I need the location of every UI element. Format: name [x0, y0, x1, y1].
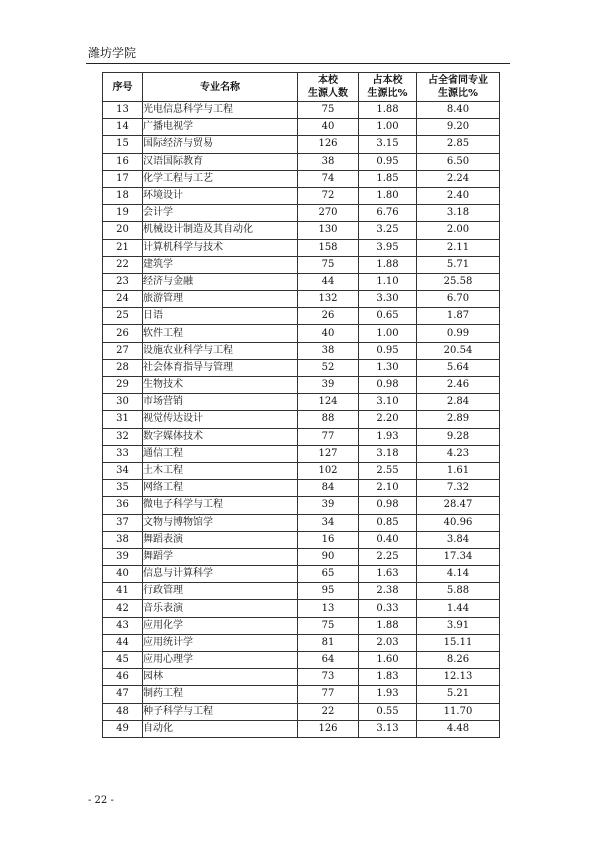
cell-major-name: 市场营销 [143, 394, 298, 411]
cell-index: 34 [103, 462, 143, 479]
cell-major-name: 汉语国际教育 [143, 153, 298, 170]
cell-province-share: 2.11 [417, 239, 500, 256]
table-row [103, 703, 500, 720]
cell-student-count: 38 [298, 153, 359, 170]
cell-major-name: 生物技术 [143, 377, 298, 394]
cell-student-count: 73 [298, 669, 359, 686]
cell-province-share: 3.84 [417, 531, 500, 548]
cell-major-name: 应用统计学 [143, 634, 298, 651]
cell-student-count: 16 [298, 531, 359, 548]
cell-index: 33 [103, 445, 143, 462]
cell-school-share: 1.85 [359, 170, 417, 187]
cell-index: 15 [103, 136, 143, 153]
cell-student-count: 26 [298, 308, 359, 325]
cell-index: 43 [103, 617, 143, 634]
majors-table [102, 72, 500, 738]
cell-school-share: 1.00 [359, 325, 417, 342]
cell-school-share: 1.30 [359, 359, 417, 376]
cell-index: 40 [103, 566, 143, 583]
cell-school-share: 2.55 [359, 462, 417, 479]
cell-index: 37 [103, 514, 143, 531]
table-row [103, 239, 500, 256]
cell-student-count: 270 [298, 205, 359, 222]
cell-major-name: 社会体育指导与管理 [143, 359, 298, 376]
table-row [103, 600, 500, 617]
cell-student-count: 65 [298, 566, 359, 583]
table-row [103, 256, 500, 273]
cell-province-share: 15.11 [417, 634, 500, 651]
cell-school-share: 1.93 [359, 428, 417, 445]
cell-province-share: 5.21 [417, 686, 500, 703]
cell-province-share: 5.71 [417, 256, 500, 273]
cell-student-count: 39 [298, 377, 359, 394]
cell-province-share: 2.46 [417, 377, 500, 394]
cell-province-share: 20.54 [417, 342, 500, 359]
table-row [103, 720, 500, 737]
cell-province-share: 4.23 [417, 445, 500, 462]
cell-school-share: 0.98 [359, 377, 417, 394]
cell-province-share: 28.47 [417, 497, 500, 514]
cell-student-count: 102 [298, 462, 359, 479]
cell-school-share: 2.10 [359, 480, 417, 497]
cell-index: 47 [103, 686, 143, 703]
cell-province-share: 2.24 [417, 170, 500, 187]
cell-student-count: 127 [298, 445, 359, 462]
cell-index: 29 [103, 377, 143, 394]
table-row [103, 411, 500, 428]
cell-index: 41 [103, 583, 143, 600]
table-row [103, 377, 500, 394]
cell-province-share: 2.84 [417, 394, 500, 411]
cell-major-name: 微电子科学与工程 [143, 497, 298, 514]
cell-school-share: 2.38 [359, 583, 417, 600]
cell-province-share: 5.88 [417, 583, 500, 600]
table-row [103, 153, 500, 170]
table-row [103, 102, 500, 119]
cell-school-share: 1.93 [359, 686, 417, 703]
table-header-row [103, 73, 500, 102]
table-row [103, 359, 500, 376]
cell-major-name: 自动化 [143, 720, 298, 737]
cell-major-name: 文物与博物馆学 [143, 514, 298, 531]
cell-province-share: 5.64 [417, 359, 500, 376]
cell-index: 25 [103, 308, 143, 325]
cell-province-share: 0.99 [417, 325, 500, 342]
cell-major-name: 园林 [143, 669, 298, 686]
cell-school-share: 1.83 [359, 669, 417, 686]
cell-index: 27 [103, 342, 143, 359]
cell-school-share: 3.30 [359, 291, 417, 308]
cell-province-share: 2.40 [417, 187, 500, 204]
cell-student-count: 126 [298, 720, 359, 737]
cell-major-name: 设施农业科学与工程 [143, 342, 298, 359]
cell-province-share: 12.13 [417, 669, 500, 686]
cell-major-name: 日语 [143, 308, 298, 325]
cell-major-name: 数字媒体技术 [143, 428, 298, 445]
col-header-major-name: 专业名称 [143, 73, 298, 102]
cell-school-share: 3.15 [359, 136, 417, 153]
cell-student-count: 44 [298, 273, 359, 290]
cell-index: 45 [103, 652, 143, 669]
cell-index: 36 [103, 497, 143, 514]
table-row [103, 428, 500, 445]
cell-province-share: 25.58 [417, 273, 500, 290]
cell-student-count: 88 [298, 411, 359, 428]
cell-student-count: 130 [298, 222, 359, 239]
cell-major-name: 广播电视学 [143, 119, 298, 136]
cell-province-share: 2.00 [417, 222, 500, 239]
cell-school-share: 1.88 [359, 617, 417, 634]
cell-index: 46 [103, 669, 143, 686]
cell-school-share: 0.55 [359, 703, 417, 720]
cell-school-share: 0.98 [359, 497, 417, 514]
table-row [103, 462, 500, 479]
cell-school-share: 1.88 [359, 256, 417, 273]
cell-student-count: 52 [298, 359, 359, 376]
cell-index: 20 [103, 222, 143, 239]
cell-school-share: 1.60 [359, 652, 417, 669]
cell-school-share: 3.95 [359, 239, 417, 256]
cell-major-name: 制药工程 [143, 686, 298, 703]
cell-index: 44 [103, 634, 143, 651]
table-row [103, 566, 500, 583]
cell-student-count: 132 [298, 291, 359, 308]
col-header-school-share: 占本校 生源比% [359, 73, 417, 102]
cell-index: 19 [103, 205, 143, 222]
cell-school-share: 3.18 [359, 445, 417, 462]
cell-school-share: 3.10 [359, 394, 417, 411]
cell-major-name: 软件工程 [143, 325, 298, 342]
table-row [103, 291, 500, 308]
cell-province-share: 8.40 [417, 102, 500, 119]
cell-school-share: 1.10 [359, 273, 417, 290]
cell-index: 31 [103, 411, 143, 428]
cell-major-name: 种子科学与工程 [143, 703, 298, 720]
cell-major-name: 信息与计算科学 [143, 566, 298, 583]
cell-student-count: 75 [298, 102, 359, 119]
cell-index: 22 [103, 256, 143, 273]
cell-index: 48 [103, 703, 143, 720]
cell-province-share: 3.18 [417, 205, 500, 222]
cell-student-count: 74 [298, 170, 359, 187]
cell-student-count: 95 [298, 583, 359, 600]
table-row [103, 669, 500, 686]
cell-major-name: 应用化学 [143, 617, 298, 634]
cell-province-share: 4.48 [417, 720, 500, 737]
cell-school-share: 1.00 [359, 119, 417, 136]
cell-index: 21 [103, 239, 143, 256]
page-number: - 22 - [88, 795, 114, 806]
cell-school-share: 1.63 [359, 566, 417, 583]
cell-student-count: 38 [298, 342, 359, 359]
cell-major-name: 化学工程与工艺 [143, 170, 298, 187]
cell-index: 28 [103, 359, 143, 376]
cell-school-share: 3.13 [359, 720, 417, 737]
table-row [103, 187, 500, 204]
cell-school-share: 3.25 [359, 222, 417, 239]
cell-school-share: 0.33 [359, 600, 417, 617]
cell-province-share: 9.28 [417, 428, 500, 445]
table-row [103, 583, 500, 600]
cell-index: 17 [103, 170, 143, 187]
table-row [103, 531, 500, 548]
cell-school-share: 0.95 [359, 342, 417, 359]
table-row [103, 686, 500, 703]
cell-major-name: 应用心理学 [143, 652, 298, 669]
cell-student-count: 40 [298, 325, 359, 342]
col-header-index: 序号 [103, 73, 143, 102]
cell-major-name: 国际经济与贸易 [143, 136, 298, 153]
cell-school-share: 0.85 [359, 514, 417, 531]
cell-school-share: 6.76 [359, 205, 417, 222]
cell-student-count: 72 [298, 187, 359, 204]
cell-student-count: 90 [298, 548, 359, 565]
table-row [103, 652, 500, 669]
cell-student-count: 13 [298, 600, 359, 617]
cell-student-count: 75 [298, 617, 359, 634]
cell-major-name: 通信工程 [143, 445, 298, 462]
cell-school-share: 0.95 [359, 153, 417, 170]
table-row [103, 136, 500, 153]
cell-index: 23 [103, 273, 143, 290]
header-title: 潍坊学院 [88, 46, 137, 60]
table-row [103, 617, 500, 634]
cell-index: 39 [103, 548, 143, 565]
cell-student-count: 34 [298, 514, 359, 531]
cell-school-share: 2.03 [359, 634, 417, 651]
col-header-student-count: 本校 生源人数 [298, 73, 359, 102]
cell-major-name: 旅游管理 [143, 291, 298, 308]
cell-school-share: 2.25 [359, 548, 417, 565]
cell-student-count: 75 [298, 256, 359, 273]
cell-province-share: 11.70 [417, 703, 500, 720]
cell-student-count: 124 [298, 394, 359, 411]
cell-major-name: 视觉传达设计 [143, 411, 298, 428]
cell-student-count: 40 [298, 119, 359, 136]
cell-province-share: 3.91 [417, 617, 500, 634]
cell-index: 14 [103, 119, 143, 136]
header-rule [86, 63, 510, 64]
cell-province-share: 4.14 [417, 566, 500, 583]
cell-index: 18 [103, 187, 143, 204]
cell-major-name: 会计学 [143, 205, 298, 222]
cell-major-name: 建筑学 [143, 256, 298, 273]
table-row [103, 514, 500, 531]
cell-student-count: 77 [298, 686, 359, 703]
cell-major-name: 计算机科学与技术 [143, 239, 298, 256]
cell-student-count: 158 [298, 239, 359, 256]
cell-school-share: 0.65 [359, 308, 417, 325]
cell-index: 26 [103, 325, 143, 342]
cell-major-name: 机械设计制造及其自动化 [143, 222, 298, 239]
cell-province-share: 2.89 [417, 411, 500, 428]
cell-school-share: 0.40 [359, 531, 417, 548]
cell-major-name: 音乐表演 [143, 600, 298, 617]
table-row [103, 342, 500, 359]
cell-province-share: 1.87 [417, 308, 500, 325]
table-row [103, 273, 500, 290]
cell-school-share: 2.20 [359, 411, 417, 428]
cell-major-name: 网络工程 [143, 480, 298, 497]
table-body [103, 102, 500, 738]
cell-school-share: 1.88 [359, 102, 417, 119]
cell-student-count: 77 [298, 428, 359, 445]
table-row [103, 205, 500, 222]
cell-province-share: 8.26 [417, 652, 500, 669]
cell-student-count: 126 [298, 136, 359, 153]
cell-major-name: 环境设计 [143, 187, 298, 204]
cell-province-share: 40.96 [417, 514, 500, 531]
table-row [103, 119, 500, 136]
cell-major-name: 经济与金融 [143, 273, 298, 290]
table-row [103, 222, 500, 239]
col-header-province-share: 占全省同专业 生源比% [417, 73, 500, 102]
cell-index: 13 [103, 102, 143, 119]
cell-major-name: 舞蹈学 [143, 548, 298, 565]
cell-province-share: 17.34 [417, 548, 500, 565]
table-row [103, 480, 500, 497]
cell-student-count: 81 [298, 634, 359, 651]
table-row [103, 445, 500, 462]
cell-index: 42 [103, 600, 143, 617]
cell-province-share: 9.20 [417, 119, 500, 136]
cell-index: 49 [103, 720, 143, 737]
cell-index: 38 [103, 531, 143, 548]
cell-index: 32 [103, 428, 143, 445]
table-row [103, 325, 500, 342]
cell-index: 30 [103, 394, 143, 411]
cell-province-share: 7.32 [417, 480, 500, 497]
cell-province-share: 6.70 [417, 291, 500, 308]
table-row [103, 497, 500, 514]
cell-province-share: 2.85 [417, 136, 500, 153]
cell-province-share: 1.44 [417, 600, 500, 617]
cell-major-name: 舞蹈表演 [143, 531, 298, 548]
table-row [103, 308, 500, 325]
table-row [103, 170, 500, 187]
cell-major-name: 光电信息科学与工程 [143, 102, 298, 119]
cell-major-name: 土木工程 [143, 462, 298, 479]
cell-province-share: 1.61 [417, 462, 500, 479]
cell-student-count: 84 [298, 480, 359, 497]
table-row [103, 548, 500, 565]
cell-index: 24 [103, 291, 143, 308]
cell-index: 16 [103, 153, 143, 170]
cell-index: 35 [103, 480, 143, 497]
cell-student-count: 64 [298, 652, 359, 669]
cell-student-count: 39 [298, 497, 359, 514]
cell-student-count: 22 [298, 703, 359, 720]
cell-school-share: 1.80 [359, 187, 417, 204]
cell-major-name: 行政管理 [143, 583, 298, 600]
table-row [103, 634, 500, 651]
table-row [103, 394, 500, 411]
cell-province-share: 6.50 [417, 153, 500, 170]
